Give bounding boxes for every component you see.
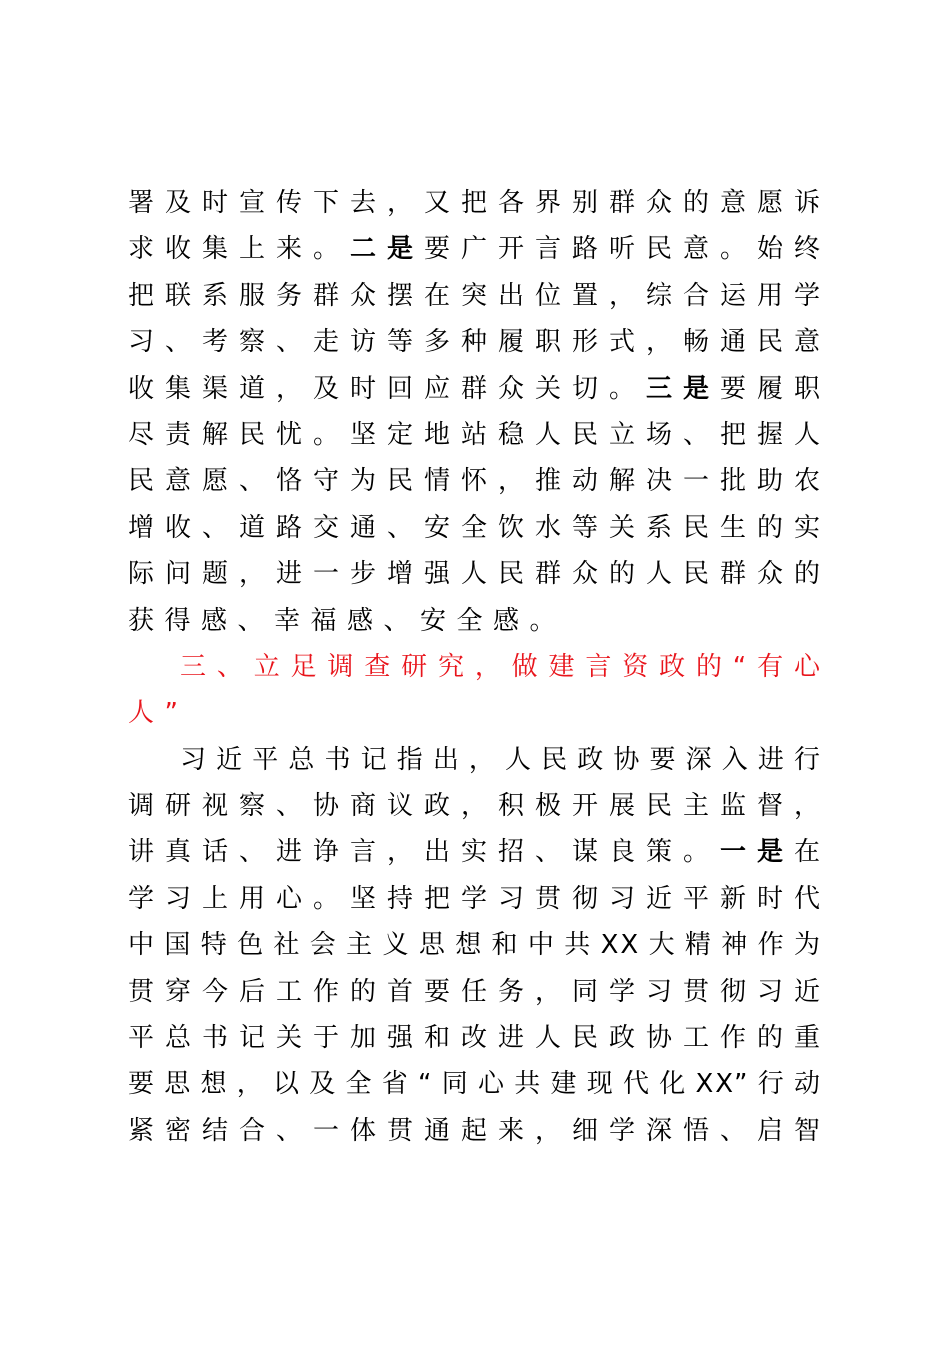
line-text: 学习上用心。坚持把学习贯彻习近平新时代 bbox=[128, 883, 822, 914]
line-text: 紧密结合、一体贯通起来，细学深悟、启智 bbox=[128, 1115, 822, 1146]
paragraph-line bbox=[128, 876, 822, 922]
line-text: 人” bbox=[128, 698, 189, 729]
paragraph-line bbox=[128, 273, 822, 319]
paragraph-line bbox=[128, 598, 822, 644]
line-text: 要履职 bbox=[719, 373, 822, 404]
paragraph-line bbox=[128, 458, 822, 504]
line-text: 际问题，进一步增强人民群众的人民群众的 bbox=[128, 559, 822, 590]
paragraph-line bbox=[128, 922, 822, 968]
paragraph-line bbox=[128, 551, 822, 597]
line-text: 习、考察、走访等多种履职形式，畅通民意 bbox=[128, 327, 822, 358]
bold-marker-text: 二是 bbox=[350, 234, 424, 265]
line-text: 平总书记关于加强和改进人民政协工作的重 bbox=[128, 1023, 822, 1054]
line-text: 增收、道路交通、安全饮水等关系民生的实 bbox=[128, 512, 822, 543]
line-text: 贯穿今后工作的首要任务，同学习贯彻习近 bbox=[128, 976, 822, 1007]
line-text: 习近平总书记指出，人民政协要深入进行 bbox=[180, 744, 822, 775]
line-text: 署及时宣传下去，又把各界别群众的意愿诉 bbox=[128, 188, 822, 218]
bold-marker-text: 一是 bbox=[719, 837, 794, 868]
bold-marker-text: 三是 bbox=[645, 373, 720, 404]
line-text: 中国特色社会主义思想和中共XX大精神作为 bbox=[128, 930, 822, 961]
line-text: 调研视察、协商议政，积极开展民主监督， bbox=[128, 791, 822, 822]
paragraph-line bbox=[128, 737, 822, 783]
line-text: 民意愿、恪守为民情怀，推动解决一批助农 bbox=[128, 466, 822, 497]
section-heading-line bbox=[128, 644, 822, 690]
line-text: 要思想，以及全省“同心共建现代化XX”行动 bbox=[128, 1069, 822, 1100]
paragraph-line bbox=[128, 505, 822, 551]
paragraph-line bbox=[128, 783, 822, 829]
line-text: 收集渠道，及时回应群众关切。 bbox=[128, 373, 646, 404]
line-text: 讲真话、进诤言，出实招、谋良策。 bbox=[128, 837, 720, 868]
paragraph-line bbox=[128, 319, 822, 365]
line-text: 求收集上来。 bbox=[128, 234, 350, 265]
paragraph-line bbox=[128, 829, 822, 875]
paragraph-line bbox=[128, 226, 822, 272]
line-text: 三、立足调查研究，做建言资政的“有心 bbox=[180, 651, 822, 682]
line-text: 把联系服务群众摆在突出位置，综合运用学 bbox=[128, 280, 822, 311]
paragraph-line bbox=[128, 180, 822, 226]
line-text: 获得感、幸福感、安全感。 bbox=[128, 605, 567, 636]
paragraph-line bbox=[128, 1061, 822, 1107]
line-text: 尽责解民忧。坚定地站稳人民立场、把握人 bbox=[128, 419, 822, 450]
paragraph-line bbox=[128, 366, 822, 412]
document-body bbox=[128, 180, 822, 1154]
paragraph-line bbox=[128, 969, 822, 1015]
section-heading-line bbox=[128, 690, 822, 736]
line-text: 在 bbox=[793, 837, 822, 868]
paragraph-line bbox=[128, 1015, 822, 1061]
line-text: 要广开言路听民意。始终 bbox=[424, 234, 822, 265]
paragraph-line bbox=[128, 1108, 822, 1154]
paragraph-line bbox=[128, 412, 822, 458]
